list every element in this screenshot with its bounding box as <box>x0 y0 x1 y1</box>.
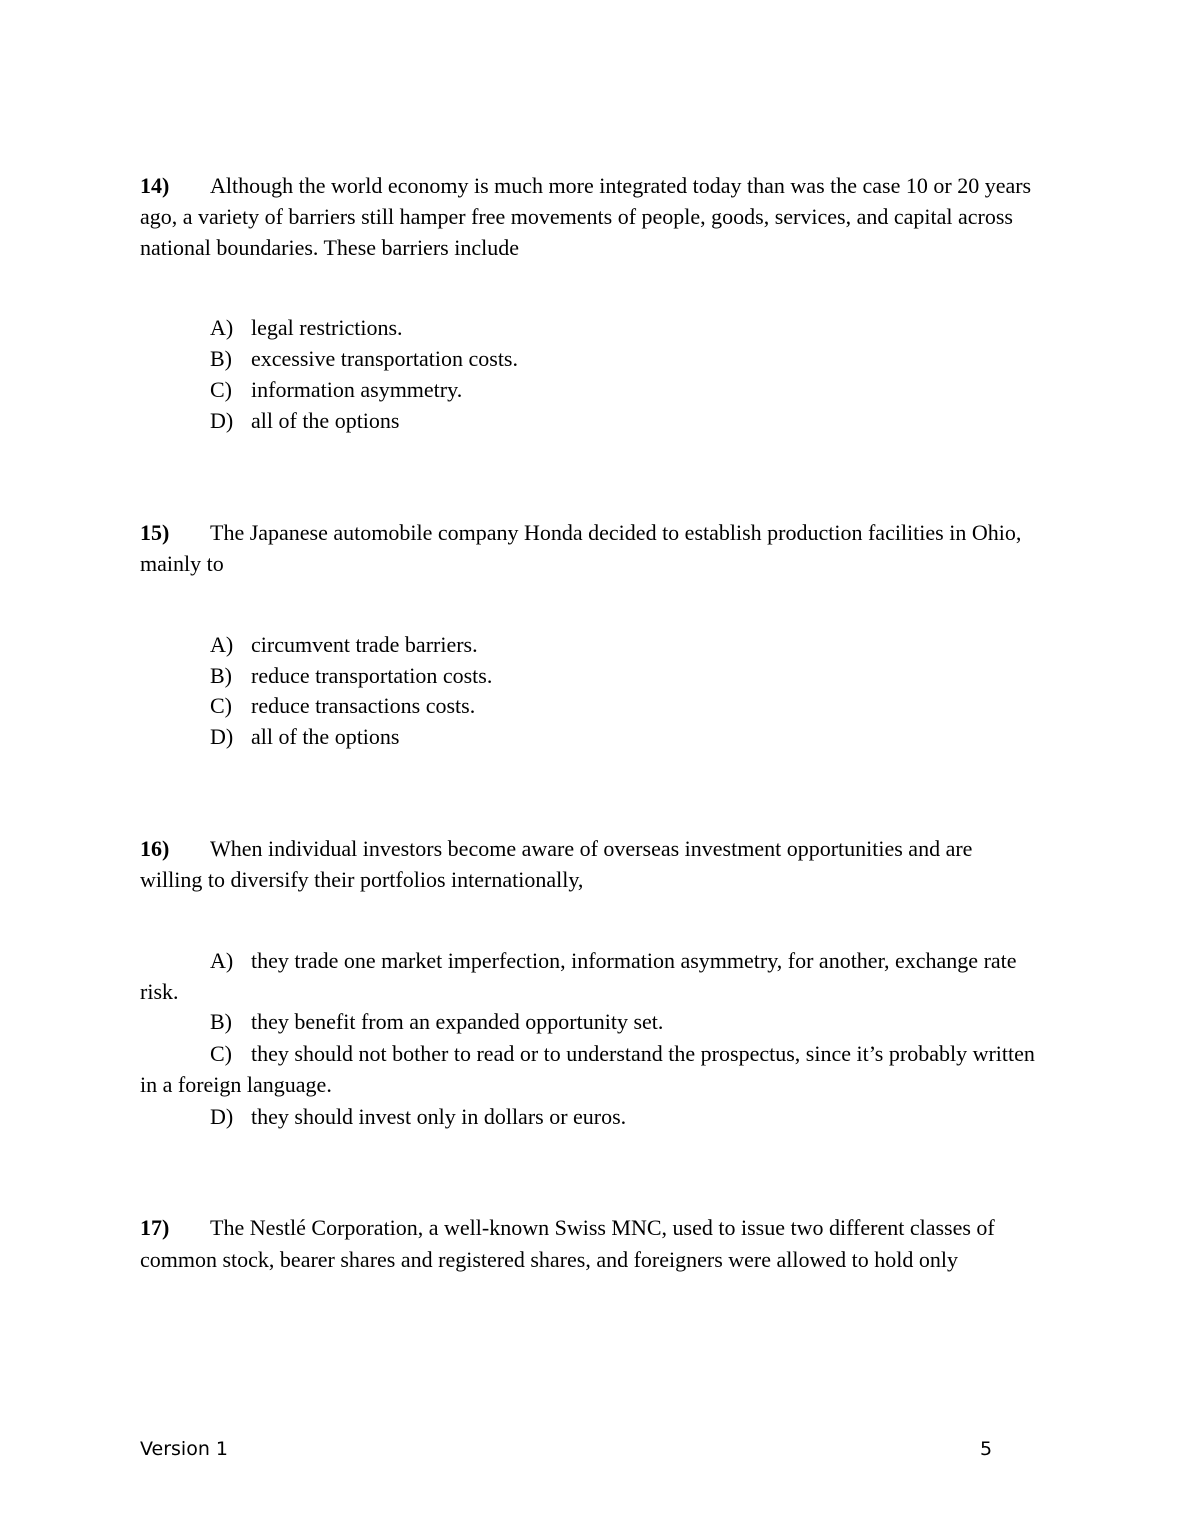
option-text: circumvent trade barriers. <box>251 632 478 657</box>
option-b <box>140 1006 1040 1037</box>
question-number: 16) <box>140 836 170 861</box>
option-label: B) <box>210 346 232 371</box>
option-c <box>140 1038 1040 1100</box>
option-text: they should not bother to read or to understand the prospectus, since it’s probably written in a foreign language. <box>140 1041 1035 1097</box>
option-text: they benefit from an expanded opportunity set. <box>251 1009 664 1034</box>
option-label: D) <box>210 408 234 433</box>
option-text: reduce transportation costs. <box>251 663 493 688</box>
option-label: B) <box>210 1009 232 1034</box>
option-text: information asymmetry. <box>251 377 463 402</box>
option-c <box>140 374 1040 405</box>
question-number: 14) <box>140 173 170 198</box>
question-number: 15) <box>140 520 170 545</box>
option-d <box>140 1101 1040 1132</box>
question-text: The Nestlé Corporation, a well-known Swiss MNC, used to issue two different classes of common stock, bearer shares and registered shares, and foreigners were allowed to hold only <box>140 1215 995 1272</box>
option-text: excessive transportation costs. <box>251 346 518 371</box>
option-a <box>140 945 1040 1007</box>
option-text: all of the options <box>251 408 400 433</box>
question-17 <box>140 1212 1040 1276</box>
option-text: they should invest only in dollars or euros. <box>251 1104 627 1129</box>
question-text: When individual investors become aware of overseas investment opportunities and are willing to diversify their portfolios internationally, <box>140 836 973 892</box>
option-text: all of the options <box>251 724 400 749</box>
option-label: A) <box>210 632 234 657</box>
question-number: 17) <box>140 1215 170 1240</box>
question-15 <box>140 517 1040 579</box>
option-b <box>140 343 1040 374</box>
option-c <box>140 690 1040 721</box>
option-a <box>140 312 1040 343</box>
option-text: legal restrictions. <box>251 315 403 340</box>
option-b <box>140 660 1040 691</box>
option-label: C) <box>210 377 232 402</box>
option-label: C) <box>210 1041 232 1066</box>
page-number: 5 <box>980 1438 993 1460</box>
option-text: they trade one market imperfection, information asymmetry, for another, exchange rate risk. <box>140 948 1017 1004</box>
option-label: C) <box>210 693 232 718</box>
question-text: Although the world economy is much more integrated today than was the case 10 or 20 years ago, a variety of barriers still hamper free movements of people, goods, services, and capital across national boundaries. These barriers include <box>140 173 1032 260</box>
option-a <box>140 629 1040 660</box>
question-16 <box>140 833 1040 895</box>
option-label: B) <box>210 663 232 688</box>
option-label: D) <box>210 1104 234 1129</box>
option-label: A) <box>210 315 234 340</box>
footer-version: Version 1 <box>140 1438 228 1460</box>
option-d <box>140 405 1040 436</box>
option-label: A) <box>210 948 234 973</box>
question-text: The Japanese automobile company Honda decided to establish production facilities in Ohio, mainly to <box>140 520 1022 576</box>
option-d <box>140 721 1040 752</box>
option-text: reduce transactions costs. <box>251 693 476 718</box>
option-label: D) <box>210 724 234 749</box>
question-14 <box>140 170 1040 263</box>
